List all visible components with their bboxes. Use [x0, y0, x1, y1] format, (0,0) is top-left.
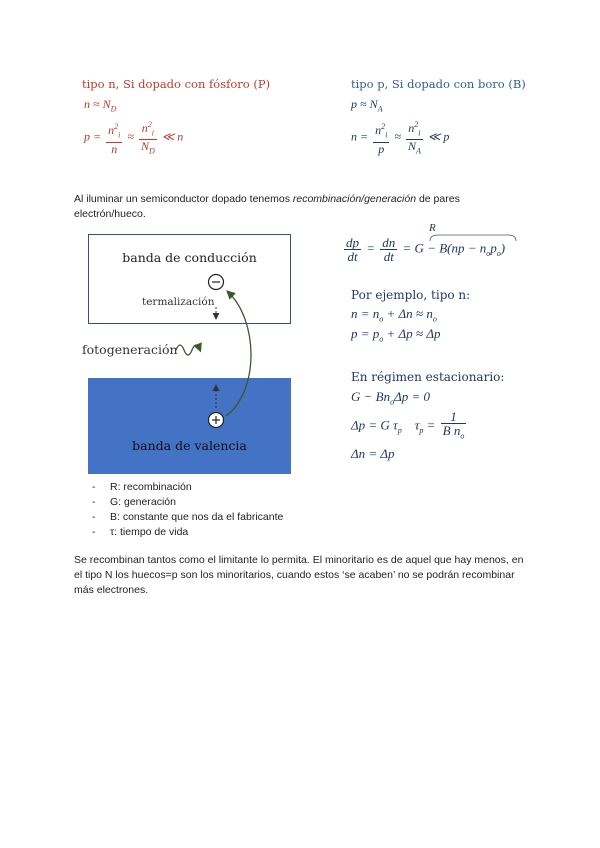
recombination-curve — [226, 292, 251, 416]
steady-line-3: Δn = Δp — [351, 446, 395, 461]
photon-squiggle — [176, 345, 200, 355]
photogeneration-label: fotogeneración — [82, 342, 178, 357]
list-item: - G: generación — [90, 495, 390, 510]
eq-n-minority: p = $\frac{n^2_i}{n}$ ≈ $\frac{n^2_i}{N_D}$ ≪ n — [84, 120, 184, 156]
rate-equation: $\frac{dp}{dt}$ = $\frac{dn}{dt}$ = $G - B(np - n_op_o)$ — [346, 235, 506, 264]
steady-line-2: Δp = G $\tau_p$ $\tau_p$ = $\frac{1}{B n_o}$ — [351, 409, 465, 441]
closing-paragraph: Se recombinan tantos como el limitante lo permita. El minoritario es de aquel que hay menos, en el tipo N los huecos=p son los minoritarios, cuando estos ‘se acaben’ no se podrán recombinar más electrones. — [74, 554, 524, 596]
eq-p-majority: $p \approx N_A$ — [351, 97, 383, 114]
list-item: - R: recombinación — [90, 480, 390, 495]
example-line-n: $n = n_o + \Delta n \approx n_o$ — [351, 306, 437, 324]
variable-legend — [90, 480, 390, 540]
eq-p-minority: n = $\frac{n^2_i}{p}$ ≈ $\frac{n^2_i}{N_A}$ ≪ p — [351, 120, 450, 156]
example-line-p: $p = p_o + \Delta p \approx \Delta p$ — [351, 326, 441, 344]
heading-p-type: tipo p, Si dopado con boro (B) — [351, 77, 526, 91]
list-item: - B: constante que nos da el fabricante — [90, 510, 390, 525]
example-title: Por ejemplo, tipo n: — [351, 288, 471, 302]
thermalization-label: termalización — [142, 296, 215, 308]
steady-title: En régimen estacionario: — [351, 370, 505, 384]
rate-r-label: R — [429, 222, 436, 234]
list-item: - τ: tiempo de vida — [90, 525, 390, 540]
valence-band-label: banda de valencia — [132, 438, 247, 453]
steady-line-1: $G - Bn_o\Delta p = 0$ — [351, 389, 431, 407]
heading-n-type: tipo n, Si dopado con fósforo (P) — [82, 77, 271, 91]
intro-paragraph: Al iluminar un semiconductor dopado tenemos recombinación/generación de pares electrón/hueco. — [74, 193, 460, 220]
conduction-band-label: banda de conducción — [122, 250, 257, 265]
eq-n-majority: $n \approx N_D$ — [84, 97, 117, 114]
